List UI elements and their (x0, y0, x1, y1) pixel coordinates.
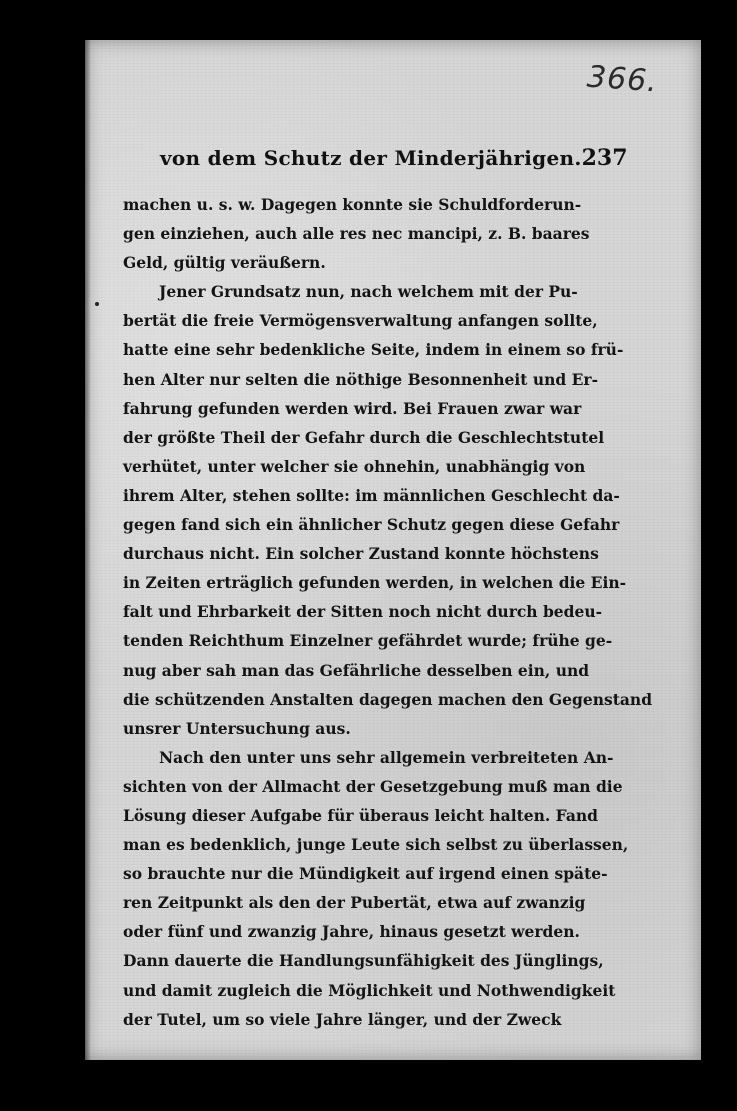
running-title: von dem Schutz der Minderjährigen. (160, 146, 582, 170)
text-line: bertät die freie Vermögensverwaltung anfangen sollte, (123, 311, 598, 331)
text-line: unsrer Untersuchung aus. (123, 718, 351, 738)
text-line: der Tutel, um so viele Jahre länger, und der Zweck (123, 1009, 562, 1029)
text-line: die schützenden Anstalten dagegen machen den Gegenstand (123, 689, 653, 709)
text-line: der größte Theil der Gefahr durch die Geschlechtstutel (123, 427, 605, 447)
text-line: gegen fand sich ein ähnlicher Schutz gegen diese Gefahr (123, 515, 620, 535)
text-line: ren Zeitpunkt als den der Pubertät, etwa auf zwanzig (123, 893, 586, 913)
text-line: und damit zugleich die Möglichkeit und Nothwendigkeit (123, 980, 616, 1000)
text-line: hatte eine sehr bedenkliche Seite, indem in einem so frü- (123, 340, 624, 360)
text-line: Jener Grundsatz nun, nach welchem mit der Pu- (159, 282, 578, 302)
text-line: in Zeiten erträglich gefunden werden, in welchen die Ein- (123, 573, 627, 593)
text-line: so brauchte nur die Mündigkeit auf irgend einen späte- (123, 864, 608, 884)
text-line: tenden Reichthum Einzelner gefährdet wurde; frühe ge- (123, 631, 613, 651)
text-line: sichten von der Allmacht der Gesetzgebung muß man die (123, 776, 623, 796)
text-line: oder fünf und zwanzig Jahre, hinaus gesetzt werden. (123, 922, 580, 942)
margin-mark (95, 302, 99, 306)
text-line: ihrem Alter, stehen sollte: im männlichen Geschlecht da- (123, 485, 620, 505)
text-line: Nach den unter uns sehr allgemein verbreiteten An- (159, 747, 614, 767)
text-line: nug aber sah man das Gefährliche desselben ein, und (123, 660, 590, 680)
text-line: hen Alter nur selten die nöthige Besonnenheit und Er- (123, 369, 599, 389)
text-line: Geld, gültig veräußern. (123, 253, 326, 273)
text-line: fahrung gefunden werden wird. Bei Frauen zwar war (123, 398, 582, 418)
text-line: durchaus nicht. Ein solcher Zustand konnte höchstens (123, 544, 599, 564)
text-line: verhütet, unter welcher sie ohnehin, unabhängig von (123, 456, 586, 476)
text-line: man es bedenklich, junge Leute sich selbst zu überlassen, (123, 835, 629, 855)
page-edge-shadow (85, 40, 91, 1060)
text-line: gen einziehen, auch alle res nec mancipi, z. B. baares (123, 224, 590, 244)
running-header (160, 145, 628, 171)
page-number: 237 (581, 145, 628, 171)
text-line: falt und Ehrbarkeit der Sitten noch nicht durch bedeu- (123, 602, 603, 622)
text-line: Lösung dieser Aufgabe für überaus leicht halten. Fand (123, 805, 598, 825)
text-line: Dann dauerte die Handlungsunfähigkeit des Jünglings, (123, 951, 604, 971)
book-page (85, 40, 701, 1060)
text-line: machen u. s. w. Dagegen konnte sie Schuldforderun- (123, 195, 582, 214)
handwritten-archive-number: 366. (585, 59, 659, 100)
body-text (123, 190, 653, 1034)
